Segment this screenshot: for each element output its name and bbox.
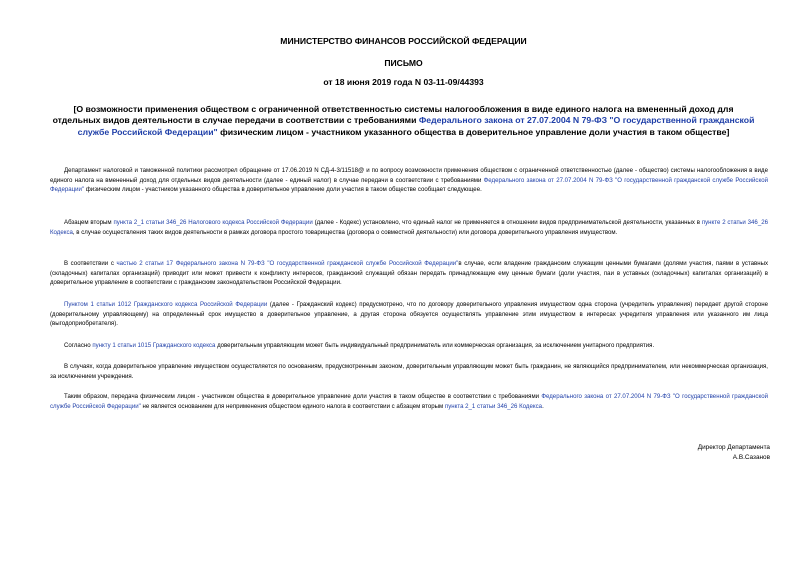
p4-text-1: (далее - Гражданский кодекс) предусмотрено, что по договору доверительного управления имуществом одна сторона (учредитель управления) передает другой стороне (доверительному управляющему) на определенный срок имущество в доверительное управление, а другая сторона обязуется осуществлять управление этим имуществом в интересах учредителя управления или указанного им лица (выгодоприобретателя). [50, 301, 768, 328]
p5-text-1: Согласно [64, 342, 93, 349]
signature-position: Директор Департамента [697, 444, 770, 451]
document-date-number: от 18 июня 2019 года N 03-11-09/44393 [323, 77, 484, 87]
paragraph-7 [50, 392, 768, 411]
p3-text-2: в случае, если владение гражданским служащим ценными бумагами (долями участия, паями в уставных (складочных) капиталах организаций) приводит или может привести к конфликту интересов, гражданский служащий обязан передать принадлежащие ему ценные бумаги (доли участия, паи в уставных (складочных) капиталах организаций) в доверительное управление в соответствии с гражданским законодательством Российской Федерации. [50, 260, 769, 287]
p1-law-link[interactable]: Федерального закона от 27.07.2004 N 79-ФЗ "О государственной гражданской службе Российской Федерации" [50, 176, 769, 194]
p3-text-1: В соответствии с [64, 260, 117, 267]
p2-code-article-link[interactable]: пункте 2 статьи 346_26 Кодекса [50, 219, 768, 236]
document-title [50, 104, 757, 138]
p5-civil-code-link[interactable]: пункту 1 статьи 1015 Гражданского кодекса [92, 342, 216, 349]
p2-text-2: (далее - Кодекс) установлено, что единый налог не применяется в отношении видов предпринимательской деятельности, указанных в [312, 219, 702, 226]
p7-text-2: не является основанием для неприменения обществом единого налога в соответствии с абзацем вторым [140, 402, 445, 410]
p2-text-3: , в случае осуществления таких видов деятельности в рамках договора простого товарищества (договора о совместной деятельности) или договора доверительного управления имуществом. [72, 228, 618, 236]
p2-text-1: Абзацем вторым [64, 219, 114, 226]
p4-civil-code-link[interactable]: Пунктом 1 статьи 1012 Гражданского кодекса Российской Федерации [64, 301, 268, 308]
title-text-2: физическим лицом - участником указанного общества в доверительное управление доли участия в таком обществе] [217, 126, 730, 137]
title-law-link[interactable]: Федерального закона от 27.07.2004 N 79-ФЗ "О государственной гражданской службе Российской Федерации" [77, 115, 755, 137]
document-type: ПИСЬМО [384, 58, 423, 68]
p3-law-link[interactable]: частью 2 статьи 17 Федерального закона N 79-ФЗ "О государственной гражданской службе Российской Федерации" [116, 260, 459, 267]
ministry-heading: МИНИСТЕРСТВО ФИНАНСОВ РОССИЙСКОЙ ФЕДЕРАЦИИ [280, 36, 527, 46]
p1-text-1: Департамент налоговой и таможенной политики рассмотрел обращение от 17.06.2019 N СД-4-3/11518@ и по вопросу возможности применения обществом с ограниченной ответственностью (далее - общество) системы налогообложения в виде единого налога на вмененный доход для отдельных видов деятельности (далее - единый налог) в случае передачи в соответствии с требованиями [50, 167, 768, 184]
p5-text-2: доверительным управляющим может быть индивидуальный предприниматель или коммерческая организация, за исключением унитарного предприятия. [215, 342, 655, 349]
paragraph-1 [50, 166, 768, 195]
paragraph-2 [50, 218, 768, 237]
signature-block [698, 443, 770, 462]
p7-text-3: . [542, 402, 544, 410]
p7-code-article-link[interactable]: пункта 2_1 статьи 346_26 Кодекса [444, 402, 543, 410]
signature-name: А.В.Сазанов [732, 453, 770, 461]
paragraph-6 [50, 362, 768, 381]
paragraph-5 [50, 341, 768, 351]
p7-text-1: Таким образом, передача физическим лицом - участником общества в доверительное управление доли участия в таком обществе в соответствии с требованиями [64, 393, 542, 400]
title-text-1: [О возможности применения обществом с ограниченной ответственностью системы налогообложения в виде единого налога на вмененный доход для отдельных видов деятельности в случае передачи в соответствии с требованиями [52, 104, 734, 126]
p1-text-2: физическим лицом - участником указанного общества в доверительное управление доли участия в таком обществе сообщает следующее. [84, 186, 482, 194]
p6-text-1: В случаях, когда доверительное управление имуществом осуществляется по основаниям, предусмотренным законом, доверительным управляющим может быть гражданин, не являющийся предпринимателем, или некоммерческая организация, за исключением учреждения. [50, 363, 768, 380]
p2-tax-code-link[interactable]: пункта 2_1 статьи 346_26 Налогового кодекса Российской Федерации [113, 219, 313, 226]
paragraph-4 [50, 300, 768, 329]
p7-law-link[interactable]: Федерального закона от 27.07.2004 N 79-ФЗ "О государственной гражданской службе Российской Федерации" [50, 393, 768, 410]
paragraph-3 [50, 259, 768, 288]
